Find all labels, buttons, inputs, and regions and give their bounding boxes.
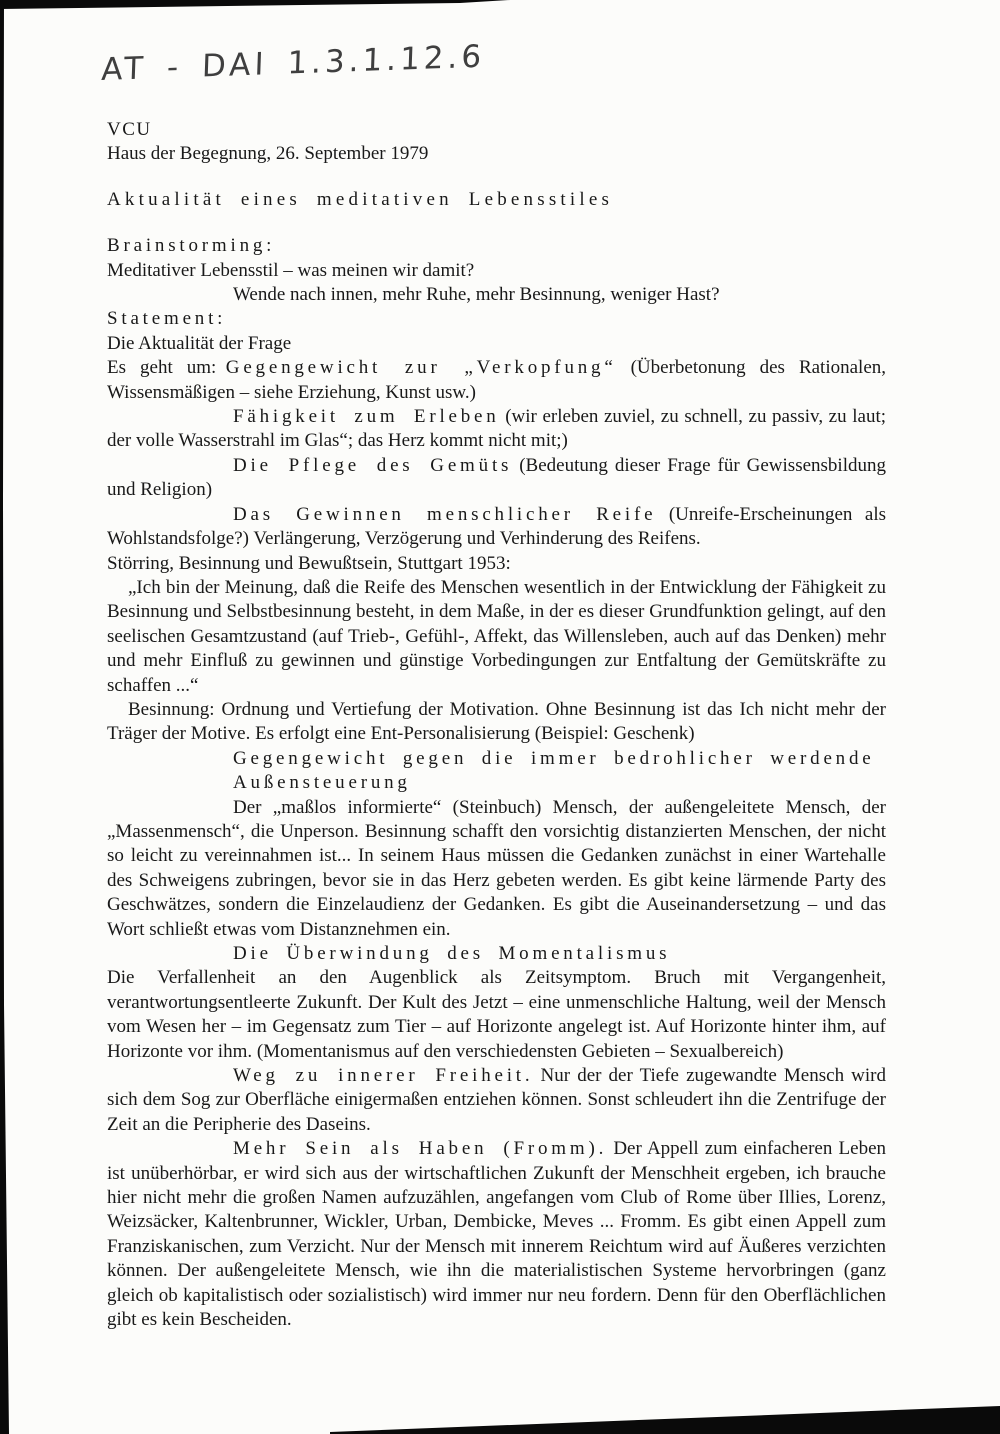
spaced-emphasis-text: Die Pflege des Gemüts	[233, 454, 513, 476]
para-besinnung-ordnung	[107, 698, 886, 747]
spaced-emphasis-text: Die Überwindung des Momentalismus	[233, 943, 671, 964]
body-text: (wir erleben zuviel, zu schnell, zu passiv, zu laut; der volle Wasserstrahl im Glas“; das Herz kommt nicht mit;)	[107, 406, 887, 452]
spaced-emphasis-text: Das Gewinnen menschlicher Reife	[233, 503, 657, 525]
para-gegengewicht-verkopfung	[107, 356, 886, 405]
body-text: (Bedeutung dieser Frage für Gewissensbildung und Religion)	[107, 454, 886, 501]
line-meditativer-lebensstil	[107, 259, 886, 283]
place-and-date-line: Haus der Begegnung, 26. September 1979	[107, 143, 429, 165]
body-text: Der „maßlos informierte“ (Steinbuch) Mensch, der außengeleitete Mensch, der „Massenmensch“, die Unperson. Besinnung schafft den vorsichtig distanzierten Menschen, der nicht so leicht zu vereinnahmen ist... In seinem Haus müssen die Gedanken zunächst in einer Wartehalle des Schweigens zubringen, bevor sie in das Herz gebeten werden. Es gibt keine lärmende Party des Geschwätzes, sondern die Einzelaudienz der Gedanken. Es gibt die Auseinandersetzung – und das Wort schließt etwas vom Distanznehmen ein.	[107, 796, 886, 940]
para-gewinnen-menschlicher-reife	[107, 503, 886, 552]
heading-gegengewicht-aussensteuerung-2	[233, 771, 886, 795]
body-text: „Ich bin der Meinung, daß die Reife des Menschen wesentlich in der Entwicklung der Fähigkeit zu Besinnung und Selbstbesinnung besteht, in dem Maße, in der es dieser Grundfunktion gelingt, auf den seelischen Gesamtzustand (auf Trieb-, Gefühl-, Affekt, das Willensleben, auch auf das Denken) mehr und mehr Einfluß zu gewinnen und günstige Vorbedingungen zur Entfaltung der Gemütskräfte zu schaffen ...“	[107, 576, 886, 696]
para-stoerring-zitat	[107, 576, 886, 698]
para-masslos-informierte	[107, 796, 886, 942]
spaced-emphasis-text: Statement:	[107, 308, 227, 330]
body-text: Die Aktualität der Frage	[107, 332, 292, 354]
body-text: Die Verfallenheit an den Augenblick als Zeitsymptom. Bruch mit Vergangenheit, verantwortungsentleerte Zukunft. Der Kult des Jetzt – eine unmenschliche Haltung, weil der Mensch vom Wesen her – im Gegensatz zum Tier – auf Horizonte angelegt ist. Auf Horizonte hinter ihm, auf Horizonte vor ihm. (Momentanismus auf den verschiedensten Gebieten – Sexualbereich)	[107, 967, 886, 1062]
body-text: (Überbetonung des Rationalen, Wissensmäßigen – siehe Erziehung, Kunst usw.)	[107, 357, 887, 403]
paragraph-container	[107, 234, 886, 1332]
body-text: Der Appell zum einfacheren Leben ist unüberhörbar, er wird sich aus der wirtschaftlichen Zukunft der Menschheit ergeben, ich brauche hier nicht mehr die großen Namen aufzuzählen, angefangen vom Club of Rome über Illies, Lorenz, Weizsäcker, Kaltenbrunner, Wickler, Urban, Dembicke, Meves ... Fromm. Es gibt einen Appell zum Franziskanischen, zum Verzicht. Nur der Mensch mit innerem Reichtum wird auf Äußeres verzichten können. Der außengeleitete Mensch, wie ihn die materialistischen Systeme hervorbringen (ganz gleich ob kapitalistisch oder sozialistisch) wird immer nur neu fordern. Denn für den Oberflächlichen gibt es kein Bescheiden.	[107, 1138, 886, 1331]
spaced-emphasis-text: Brainstorming:	[107, 235, 276, 257]
label-statement	[107, 307, 886, 331]
para-mehr-sein-als-haben	[107, 1137, 886, 1332]
spaced-emphasis-text: Weg zu innerer Freiheit.	[233, 1065, 534, 1087]
para-faehigkeit-zum-erleben	[107, 405, 886, 454]
line-wende-nach-innen	[107, 283, 886, 307]
body-text: Nur der der Tiefe zugewandte Mensch wird sich dem Sog zur Oberfläche einigermaßen entziehen können. Sonst schleudert ihn die Zentrifuge der Zeit an die Peripherie des Daseins.	[107, 1065, 886, 1135]
document-body	[107, 118, 886, 1333]
body-text: Es geht um:	[107, 357, 226, 379]
body-text: (Unreife-Erscheinungen als Wohlstandsfolge?) Verlängerung, Verzögerung und Verhinderung des Reifens.	[107, 503, 887, 550]
body-text: Wende nach innen, mehr Ruhe, mehr Besinnung, weniger Hast?	[233, 284, 720, 306]
body-text: Meditativer Lebensstil – was meinen wir damit?	[107, 259, 475, 281]
body-text: Besinnung: Ordnung und Vertiefung der Motivation. Ohne Besinnung ist das Ich nicht mehr der Träger der Motive. Es erfolgt eine Ent-Personalisierung (Beispiel: Geschenk)	[107, 698, 886, 745]
label-brainstorming	[107, 234, 886, 258]
scan-edge-left	[0, 0, 10, 1434]
spaced-emphasis-text: Mehr Sein als Haben (Fromm).	[233, 1138, 608, 1160]
heading-gegengewicht-aussensteuerung-1	[233, 747, 886, 771]
body-text: Störring, Besinnung und Bewußtsein, Stuttgart 1953:	[107, 552, 511, 574]
para-weg-zu-innerer-freiheit	[107, 1064, 886, 1137]
spaced-emphasis-text: Fähigkeit zum Erleben	[233, 406, 500, 428]
line-aktualitaet-der-frage	[107, 332, 886, 356]
document-title: Aktualität eines meditativen Lebensstiles	[107, 188, 614, 210]
scan-edge-top	[0, 0, 520, 12]
spaced-emphasis-text: Gegengewicht zur „Verkopfung“	[225, 357, 617, 379]
para-verfallenheit-augenblick	[107, 966, 886, 1064]
line-stoerring-quelle	[107, 552, 886, 576]
heading-ueberwindung-momentalismus	[233, 942, 886, 966]
spaced-emphasis-text: Außensteuerung	[233, 772, 411, 794]
spaced-emphasis-text: Gegengewicht gegen die immer bedrohlicher werdende	[233, 747, 875, 769]
organization-name: VCU	[107, 119, 152, 140]
para-pflege-des-gemuets	[107, 454, 886, 503]
handwritten-archive-number: AT - DAI 1.3.1.12.6	[100, 38, 486, 89]
